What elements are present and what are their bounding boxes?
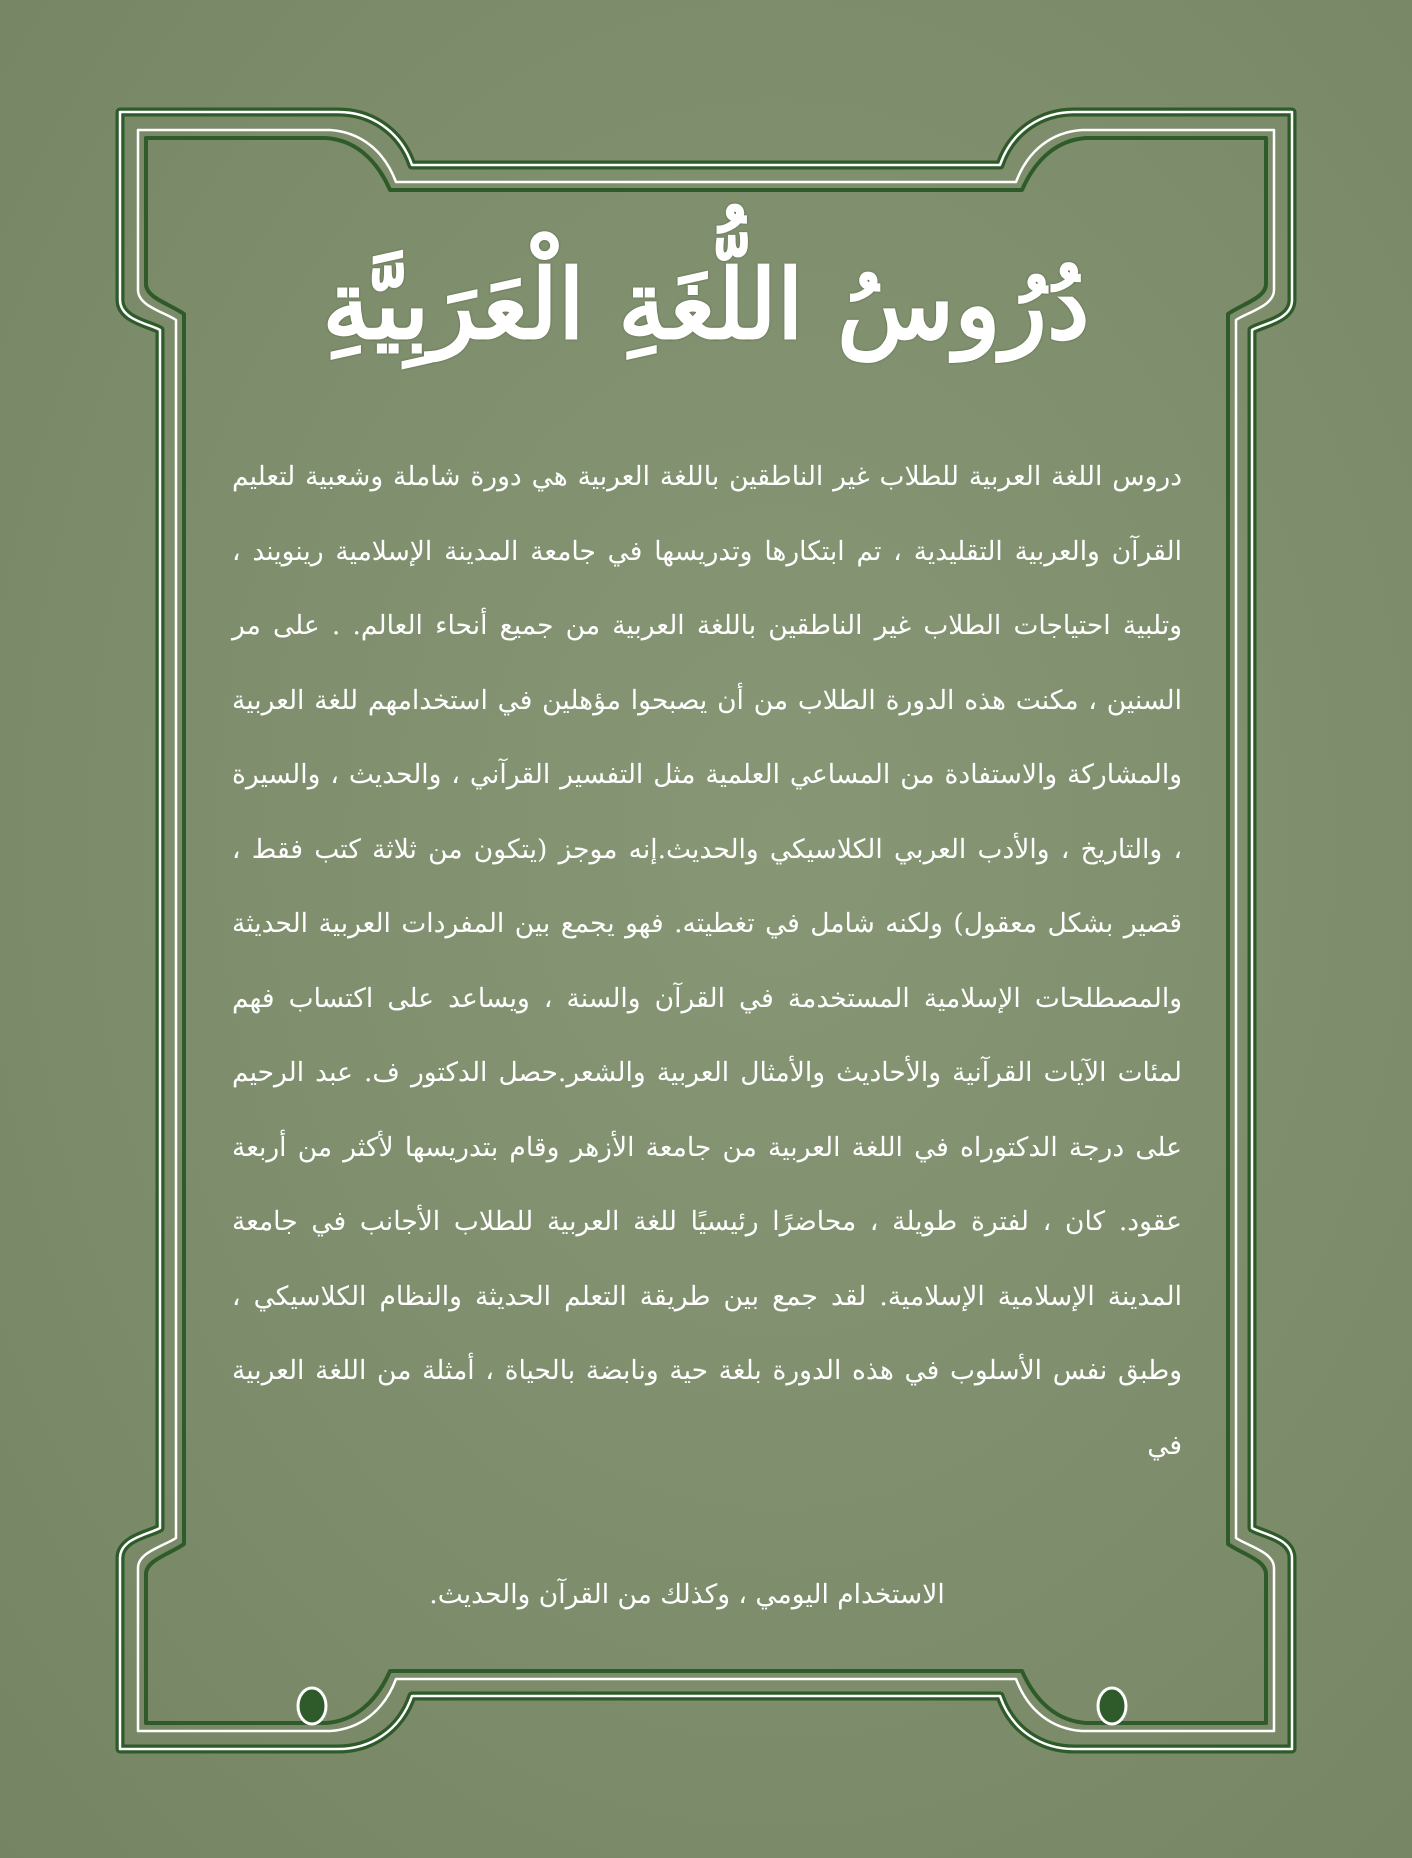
frame-bottom-left-oval	[298, 1688, 326, 1724]
cover-title: دُرُوسُ اللُّغَةِ الْعَرَبِيَّةِ	[322, 248, 1090, 361]
description-text-block	[232, 440, 1182, 1483]
description-closing-line: الاستخدام اليومي ، وكذلك من القرآن والحديث.	[429, 1579, 945, 1610]
frame-bottom-right-oval	[1098, 1688, 1126, 1724]
description-paragraph: دروس اللغة العربية للطلاب غير الناطقين باللغة العربية هي دورة شاملة وشعبية لتعليم القرآن والعربية التقليدية ، تم ابتكارها وتدريسها في جامعة المدينة الإسلامية رينويند ، وتلبية احتياجات الطلاب غير الناطقين باللغة العربية من جميع أنحاء العالم. . على مر السنين ، مكنت هذه الدورة الطلاب من أن يصبحوا مؤهلين في استخدامهم للغة العربية والمشاركة والاستفادة من المساعي العلمية مثل التفسير القرآني ، والحديث ، والسيرة ، والتاريخ ، والأدب العربي الكلاسيكي والحديث.إنه موجز (يتكون من ثلاثة كتب فقط ، قصير بشكل معقول) ولكنه شامل في تغطيته. فهو يجمع بين المفردات العربية الحديثة والمصطلحات الإسلامية المستخدمة في القرآن والسنة ، ويساعد على اكتساب فهم لمئات الآيات القرآنية والأحاديث والأمثال العربية والشعر.حصل الدكتور ف. عبد الرحيم على درجة الدكتوراه في اللغة العربية من جامعة الأزهر وقام بتدريسها لأكثر من أربعة عقود. كان ، لفترة طويلة ، محاضرًا رئيسيًا للغة العربية للطلاب الأجانب في جامعة المدينة الإسلامية الإسلامية. لقد جمع بين طريقة التعلم الحديثة والنظام الكلاسيكي ، وطبق نفس الأسلوب في هذه الدورة بلغة حية ونابضة بالحياة ، أمثلة من اللغة العربية في	[232, 461, 1182, 1461]
